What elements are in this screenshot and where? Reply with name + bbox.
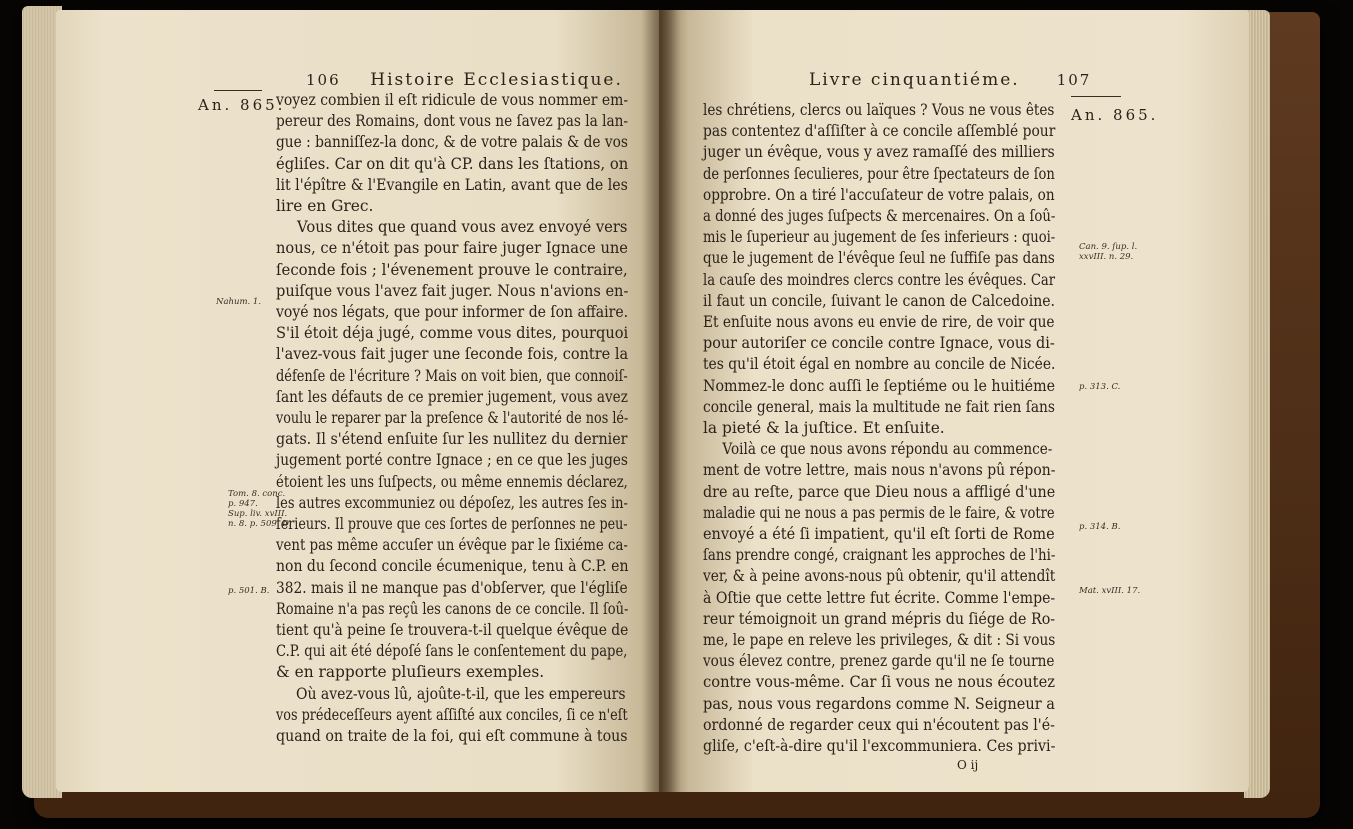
text-line: a donné des juges ſuſpects & mercenaires. On a ſoû- [703,207,1056,226]
text-line: vos prédeceſſeurs ayent aſſiſté aux conciles, ſi ce n'eſt [276,705,628,724]
book-gutter [641,10,681,792]
text-line: Nommez-le donc auſſi le ſeptiéme ou le huitiéme [703,376,1056,395]
text-line: ſeconde fois ; l'évenement prouve le contraire, [276,260,628,279]
right-head-title: Livre cinquantiéme. [809,70,1020,90]
margin-note-nahum: Nahum. 1. [216,297,262,307]
text-line: & en rapporte pluſieurs exemples. [276,663,545,682]
margin-note-sup-page: n. 8. p. 509. D. [228,519,292,529]
left-running-head [306,70,623,90]
left-page-number: 106 [306,71,341,89]
text-line: pour autoriſer ce concile contre Ignace, vous di- [703,334,1055,353]
text-line: envoyé a été ſi impatient, qu'il eſt ſorti de Rome [703,525,1055,544]
text-line: Romaine n'a pas reçû les canons de ce concile. Il ſoû- [276,599,629,618]
margin-note-p501: p. 501. B. [228,586,270,596]
right-running-head [809,70,1091,90]
right-page [659,10,1249,792]
text-line: ver, & à peine avons-nous pû obtenir, qu'il attendît [703,567,1056,586]
text-line: maladie qui ne nous a pas permis de le faire, & votre [703,503,1055,522]
text-line: tient qu'à peine ſe trouvera-t-il quelque évêque de [276,621,629,640]
text-line: les autres excommuniez ou dépoſez, les autres ſes in- [276,493,628,512]
text-line: pas contentez d'aſſiſter à ce concile aſſemblé pour [703,122,1056,141]
text-line: gue : banniſſez-la donc, & de votre palais & de vos [276,133,628,152]
right-year-marker: An. 865. [1071,106,1159,124]
text-line: ordonné de regarder ceux qui n'écoutent pas l'é- [703,715,1055,734]
text-line: me, le pape en releve les privileges, & dit : Si vous [703,631,1056,650]
text-line: puiſque vous l'avez fait juger. Nous n'avions en- [276,281,629,300]
text-line: C.P. qui ait été dépoſé ſans le conſentement du pape, [276,642,628,661]
text-line: égliſes. Car on dit qu'à CP. dans les ſtations, on [276,154,629,173]
text-line: gliſe, c'eſt-à-dire qu'il l'excommuniera. Ces privi- [703,737,1056,756]
text-line: reur témoignoit un grand mépris du ſiége de Ro- [703,609,1056,628]
margin-note-tom-page: p. 947. [228,499,258,509]
text-line: voulu le reparer par la preſence & l'autorité de nos lé- [276,409,629,428]
margin-note-tom: Tom. 8. conc. [228,489,286,499]
text-line: ferieurs. Il prouve que ces ſortes de perſonnes ne peu- [276,515,628,534]
text-line: voyez combien il eſt ridicule de vous nommer em- [276,91,629,109]
text-line: Et enſuite nous avons eu envie de rire, de voir que [703,313,1055,332]
text-line: Voilà ce que nous avons répondu au commence- [722,440,1053,459]
text-line: il faut un concile, ſuivant le canon de Calcedoine. [703,291,1056,310]
text-line: S'il étoit déja jugé, comme vous dites, pourquoi [276,324,629,343]
text-line: pereur des Romains, dont vous ne ſavez pas la lan- [276,112,629,131]
margin-note-can-ref: xxvIII. n. 29. [1079,252,1134,262]
left-body-text [276,90,628,747]
text-line: tes qu'il étoit égal en nombre au concile de Nicée. [703,355,1056,374]
text-line: ſant les défauts de ce premier jugement, vous avez [276,387,628,406]
text-line: nous, ce n'étoit pas pour faire juger Ignace une [276,239,628,258]
text-line: les chrétiens, clercs ou laïques ? Vous ne vous êtes [703,101,1055,119]
text-line: que le jugement de l'évêque ſeul ne ſuffiſe pas dans [703,249,1055,268]
left-head-title: Histoire Ecclesiastique. [370,70,623,90]
year-rule [214,90,262,91]
text-line: dre au reſte, parce que Dieu nous a affligé d'une [703,482,1056,501]
text-line: voyé nos légats, que pour informer de ſon affaire. [276,303,629,322]
left-year-marker: An. 865. [198,96,286,114]
text-line: ſans prendre congé, craignant les approches de l'hi- [703,546,1056,565]
text-line: juger un évêque, vous y avez ramaſſé des milliers [703,143,1055,162]
text-line: vent pas même accuſer un évêque par le ſixiéme ca- [276,536,628,555]
text-line: lire en Grec. [276,197,374,216]
signature-mark: O ij [957,758,979,772]
text-line: la pieté & la juſtice. Et enſuite. [703,419,945,438]
text-line: étoient les uns ſuſpects, ou même ennemis déclarez, [276,472,628,491]
text-line: quand on traite de la foi, qui eſt commune à tous [276,727,628,746]
text-line: pas, nous vous regardons comme N. Seigneur a [703,694,1055,713]
text-line: l'avez-vous fait juger une ſeconde fois, contre la [276,345,629,364]
text-line: gats. Il s'étend enſuite ſur les nullitez du dernier [276,430,628,449]
text-line: opprobre. On a tiré l'accuſateur de votre palais, on [703,185,1055,204]
text-line: défenſe de l'écriture ? Mais on voit bien, que connoiſ- [276,366,628,385]
margin-note-mat: Mat. xvIII. 17. [1079,586,1141,596]
margin-note-can: Can. 9. ſup. l. [1079,242,1138,252]
text-line: la cauſe des moindres clercs contre les évêques. Car [703,270,1056,289]
margin-note-sup: Sup. liv. xvIII. [228,509,288,519]
year-rule-right [1071,96,1121,97]
margin-note-p313: p. 313. C. [1079,382,1121,392]
text-line: 382. mais il ne manque pas d'obſerver, que l'égliſe [276,578,628,597]
text-line: vous élevez contre, prenez garde qu'il ne ſe tourne [703,652,1055,671]
text-line: à Oſtie que cette lettre fut écrite. Comme l'empe- [703,588,1056,607]
text-line: concile general, mais la multitude ne fait rien ſans [703,397,1055,416]
text-line: contre vous-même. Car ſi vous ne nous écoutez [703,673,1056,692]
text-line: Vous dites que quand vous avez envoyé vers [297,218,628,237]
right-page-number: 107 [1056,71,1092,89]
text-line: jugement porté contre Ignace ; en ce que les juges [276,451,628,470]
text-line: lit l'épître & l'Evangile en Latin, avant que de les [276,175,628,194]
left-page [56,10,681,792]
text-line: mis le ſuperieur au jugement de ſes inferieurs : quoi- [703,228,1056,247]
right-body-text [703,100,1055,757]
text-line: non du ſecond concile écumenique, tenu à C.P. en [276,557,629,576]
text-line: de perſonnes ſeculieres, pour être ſpectateurs de ſon [703,164,1055,183]
text-line: Où avez-vous lû, ajoûte-t-il, que les empereurs [295,684,626,703]
margin-note-p314: p. 314. B. [1079,522,1121,532]
text-line: ment de votre lettre, mais nous n'avons pû répon- [703,461,1056,480]
